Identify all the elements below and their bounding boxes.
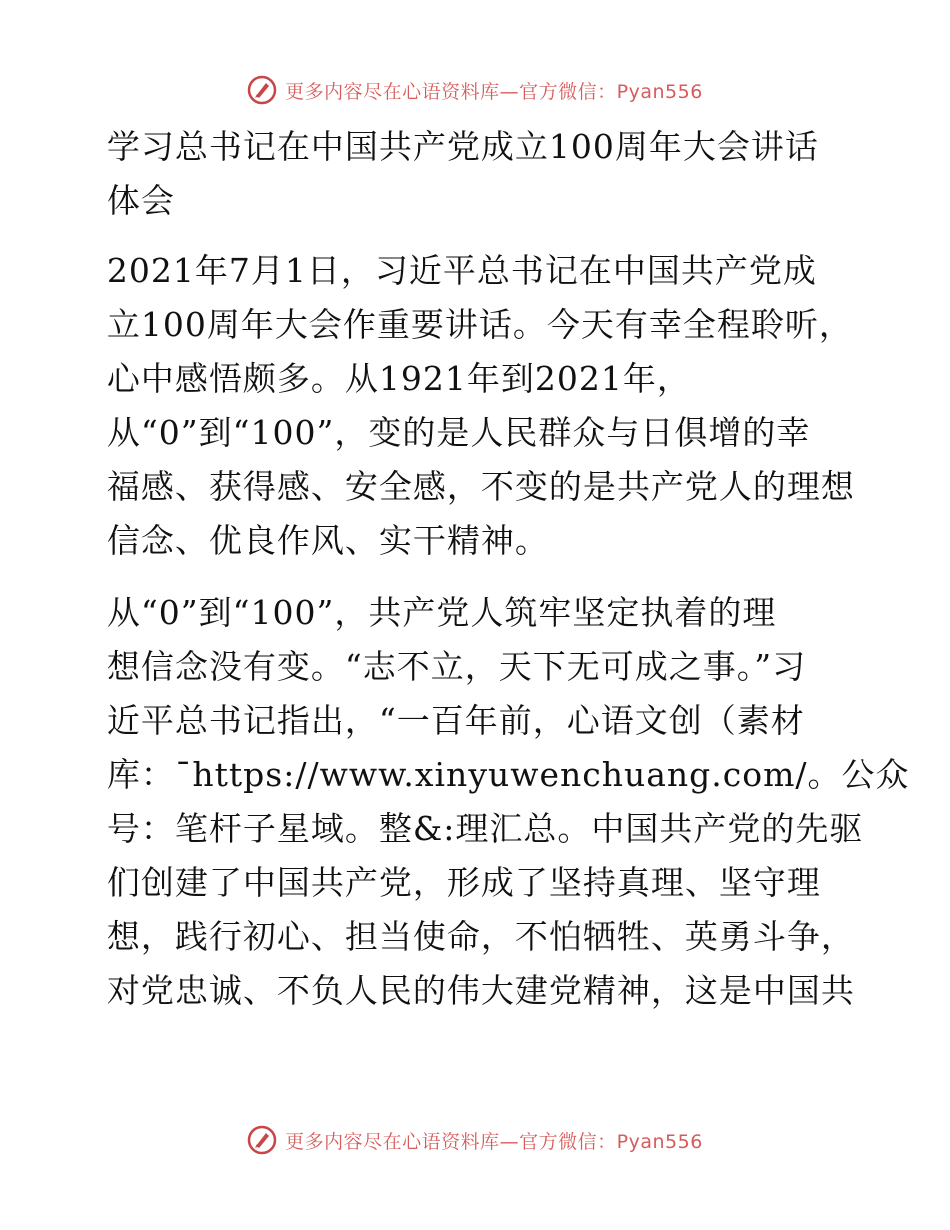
title-line: 体会 [106,181,175,220]
text-line: 想，践行初心、担当使命，不怕牺牲、英勇斗争， [106,917,855,956]
title-line: 学习总书记在中国共产党成立100周年大会讲话 [106,127,819,166]
text-line: 库：¯https://www.xinyuwenchuang.com/。公众 [106,755,910,794]
footer-watermark [0,1120,950,1160]
text-line: 从“0”到“100”，共产党人筑牢坚定执着的理 [106,593,777,632]
paragraph-2 [97,586,910,1018]
pen-logo-icon [247,1125,277,1155]
text-line: 近平总书记指出，“一百年前，心语文创（素材 [106,701,805,740]
text-line: 对党忠诚、不负人民的伟大建党精神，这是中国共 [106,971,855,1010]
text-line: 2021年7月1日，习近平总书记在中国共产党成 [106,251,817,290]
text-line: 们创建了中国共产党，形成了坚持真理、坚守理 [106,863,821,902]
text-line: 号：笔杆子星域。整&:理汇总。中国共产党的先驱 [106,809,864,848]
watermark-text: 更多内容尽在心语资料库—官方微信：Pyan556 [285,80,703,103]
text-line: 想信念没有变。“志不立，天下无可成之事。”习 [106,647,807,686]
text-line: 信念、优良作风、实干精神。 [106,521,549,560]
pen-logo-icon [247,75,277,105]
paragraph-1 [97,244,857,568]
text-line: 心中感悟颇多。从1921年到2021年， [106,359,691,398]
text-line: 从“0”到“100”，变的是人民群众与日俱增的幸 [106,413,811,452]
watermark-text: 更多内容尽在心语资料库—官方微信：Pyan556 [285,1130,703,1153]
document-title [97,120,857,228]
header-watermark [0,70,950,110]
text-line: 立100周年大会作重要讲话。今天有幸全程聆听， [106,305,853,344]
document-body [97,120,910,1018]
text-line: 福感、获得感、安全感，不变的是共产党人的理想 [106,467,855,506]
